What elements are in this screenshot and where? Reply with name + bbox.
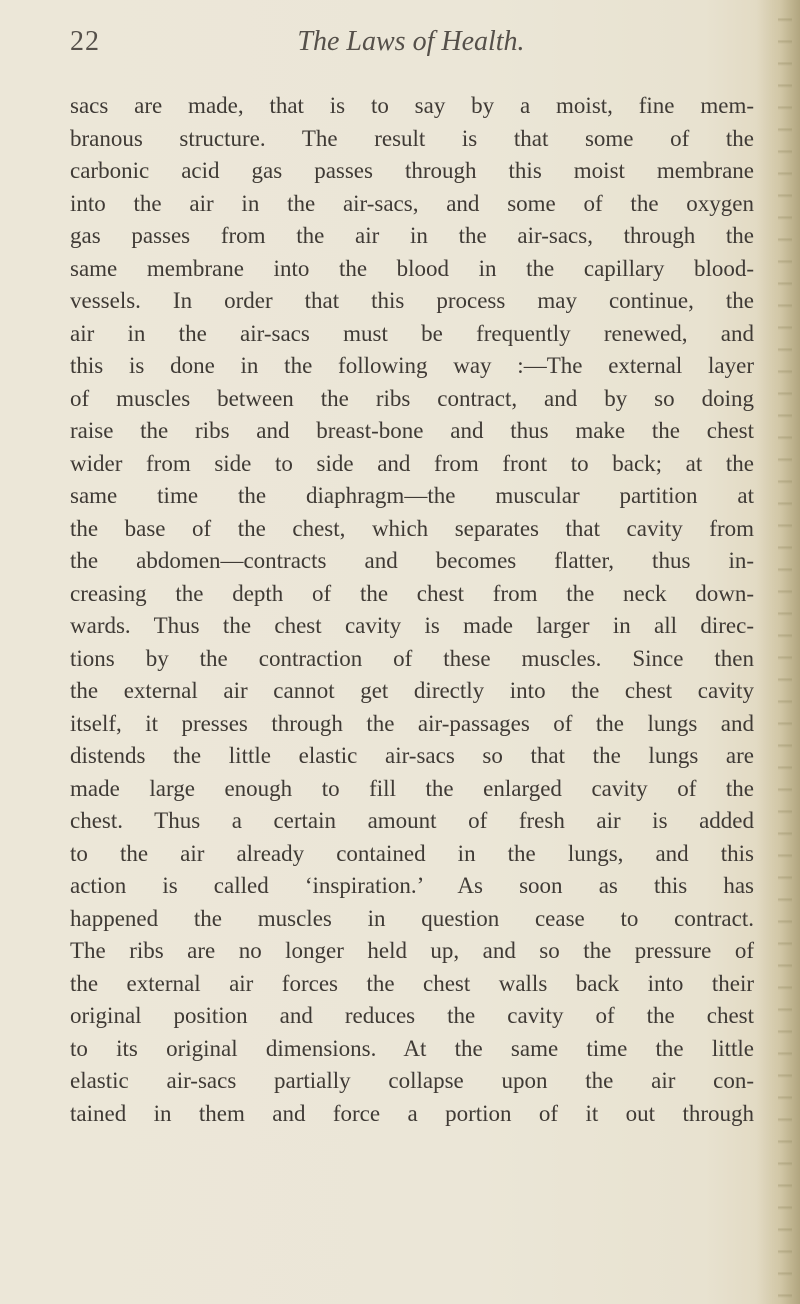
text-line: happened the muscles in question cease to contract. bbox=[70, 905, 754, 931]
text-line: action is called ‘inspiration.’ As soon as this has bbox=[70, 873, 754, 898]
book-title: The Laws of Health. bbox=[297, 26, 525, 57]
running-head bbox=[70, 20, 752, 64]
text-line: the external air cannot get directly into the chest cavity bbox=[70, 678, 754, 703]
text-line: same membrane into the blood in the capillary blood- bbox=[70, 255, 754, 281]
text-line: of muscles between the ribs contract, and by so doing bbox=[70, 385, 754, 411]
text-line: itself, it presses through the air-passages of the lungs and bbox=[70, 710, 754, 736]
text-line: same time the diaphragm—the muscular partition at bbox=[70, 483, 754, 508]
text-line: gas passes from the air in the air-sacs, through the bbox=[70, 223, 754, 248]
text-line: sacs are made, that is to say by a moist, fine mem- bbox=[70, 93, 754, 118]
text-line: original position and reduces the cavity of the chest bbox=[70, 1003, 754, 1028]
text-line: elastic air-sacs partially collapse upon the air con- bbox=[70, 1068, 754, 1093]
text-line: wider from side to side and from front to back; at the bbox=[70, 450, 754, 476]
text-line: the abdomen—contracts and becomes flatter, thus in- bbox=[70, 548, 754, 573]
body-text bbox=[70, 90, 754, 1130]
text-line: into the air in the air-sacs, and some of the oxygen bbox=[70, 190, 754, 216]
text-line: to its original dimensions. At the same time the little bbox=[70, 1035, 754, 1061]
text-line: to the air already contained in the lungs, and this bbox=[70, 840, 754, 866]
text-line: made large enough to fill the enlarged cavity of the bbox=[70, 775, 754, 801]
text-line: The ribs are no longer held up, and so the pressure of bbox=[70, 938, 754, 963]
page-number: 22 bbox=[70, 26, 100, 57]
text-line: the base of the chest, which separates that cavity from bbox=[70, 515, 754, 541]
text-line: distends the little elastic air-sacs so that the lungs are bbox=[70, 743, 754, 768]
text-line: creasing the depth of the chest from the neck down- bbox=[70, 580, 754, 606]
text-line: vessels. In order that this process may continue, the bbox=[70, 288, 754, 313]
text-line: the external air forces the chest walls back into their bbox=[70, 970, 754, 996]
text-line: carbonic acid gas passes through this moist membrane bbox=[70, 158, 754, 183]
text-line: chest. Thus a certain amount of fresh air is added bbox=[70, 808, 754, 833]
page-edge-marks bbox=[778, 0, 792, 1304]
text-line: tions by the contraction of these muscles. Since then bbox=[70, 645, 754, 671]
text-line: raise the ribs and breast-bone and thus make the chest bbox=[70, 418, 754, 443]
text-line: air in the air-sacs must be frequently renewed, and bbox=[70, 320, 754, 346]
text-line: wards. Thus the chest cavity is made larger in all direc- bbox=[70, 613, 754, 638]
text-line: this is done in the following way :—The external layer bbox=[70, 353, 754, 378]
text-line: branous structure. The result is that some of the bbox=[70, 125, 754, 151]
text-line: tained in them and force a portion of it out through bbox=[70, 1100, 754, 1126]
